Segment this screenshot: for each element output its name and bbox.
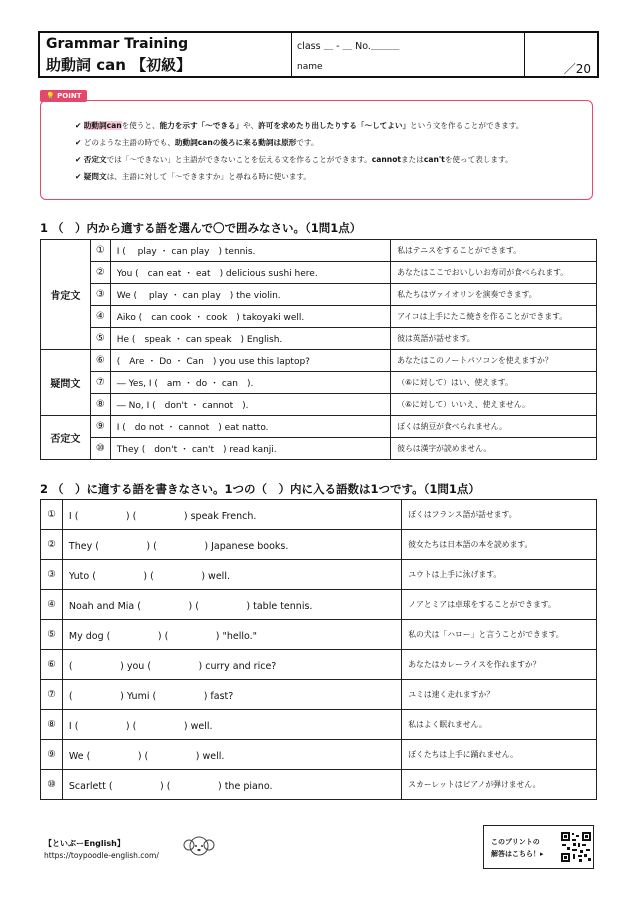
table-row (41, 590, 597, 620)
title-english: Grammar Training (46, 36, 189, 52)
question-number: ⑥ (41, 650, 63, 680)
question-japanese: ぼくは納豆が食べられません。 (391, 416, 597, 438)
class-number-field[interactable]: class ＿ - ＿ No.＿＿＿ (297, 41, 400, 52)
question-english[interactable]: ( Are ・ Do ・ Can ) you use this laptop? (110, 350, 390, 372)
table-row (41, 350, 597, 372)
point-text: または (401, 155, 424, 164)
title-japanese: 助動詞 can 【初級】 (46, 56, 192, 74)
question-japanese: ユミは速く走れますか？ (402, 680, 597, 710)
question-japanese: 私の犬は「ハロー」と言うことができます。 (402, 620, 597, 650)
question-number: ⑦ (41, 680, 63, 710)
point-text: 助動詞canの後ろに来る動詞は原形 (174, 138, 297, 147)
point-text: を使うと、 (121, 121, 160, 130)
table-row (41, 240, 597, 262)
question-english[interactable]: We ( play ・ can play ) the violin. (110, 284, 390, 306)
question-number: ⑧ (90, 394, 110, 416)
point-text: です。 (296, 138, 319, 147)
question-english[interactable]: I ( ) ( ) well. (62, 710, 401, 740)
question-english[interactable]: My dog ( ) ( ) "hello." (62, 620, 401, 650)
question-number: ⑨ (90, 416, 110, 438)
question-number: ② (41, 530, 63, 560)
table-row (41, 284, 597, 306)
lightbulb-icon: 💡 (46, 92, 55, 100)
table-row (41, 500, 597, 530)
question-number: ① (41, 500, 63, 530)
question-number: ① (90, 240, 110, 262)
question-english[interactable]: They ( don't ・ can't ) read kanji. (110, 438, 390, 460)
brand-name: 【といぷーEnglish】 (44, 839, 125, 848)
point-box (40, 100, 593, 200)
brand-url-link[interactable]: https://toypoodle-english.com/ (44, 851, 159, 860)
question-number: ⑧ (41, 710, 63, 740)
section2-table (40, 499, 597, 800)
question-number: ⑤ (90, 328, 110, 350)
question-number: ⑤ (41, 620, 63, 650)
table-row (41, 710, 597, 740)
question-japanese: あなたはカレーライスを作れますか？ (402, 650, 597, 680)
question-number: ③ (90, 284, 110, 306)
question-english[interactable]: ― No, I ( don't ・ cannot ). (110, 394, 390, 416)
question-japanese: ユウトは上手に泳げます。 (402, 560, 597, 590)
qr-code-icon[interactable] (560, 831, 592, 863)
question-english[interactable]: ― Yes, I ( am ・ do ・ can ). (110, 372, 390, 394)
question-number: ⑥ (90, 350, 110, 372)
table-row (41, 438, 597, 460)
question-english[interactable]: I ( play ・ can play ) tennis. (110, 240, 390, 262)
question-english[interactable]: Scarlett ( ) ( ) the piano. (62, 770, 401, 800)
answer-link-box[interactable] (483, 825, 594, 869)
question-english[interactable]: I ( ) ( ) speak French. (62, 500, 401, 530)
question-japanese: 彼女たちは日本語の本を読めます。 (402, 530, 597, 560)
group-negative: 否定文 (41, 416, 91, 460)
question-japanese: アイコは上手にたこ焼きを作ることができます。 (391, 306, 597, 328)
table-row (41, 620, 597, 650)
question-number: ⑩ (90, 438, 110, 460)
point-text: 能力を示す「〜できる」 (159, 121, 244, 130)
point-text: どのような主語の時でも、 (83, 138, 175, 147)
question-number: ⑦ (90, 372, 110, 394)
name-field[interactable]: name (297, 62, 323, 72)
table-row (41, 650, 597, 680)
check-icon: ✔ (75, 138, 82, 147)
table-row (41, 560, 597, 590)
question-number: ⑩ (41, 770, 63, 800)
question-english[interactable]: You ( can eat ・ eat ) delicious sushi here. (110, 262, 390, 284)
question-japanese: 彼は英語が話せます。 (391, 328, 597, 350)
question-number: ④ (90, 306, 110, 328)
question-english[interactable]: Yuto ( ) ( ) well. (62, 560, 401, 590)
point-tag-label: POINT (57, 92, 82, 100)
table-row (41, 680, 597, 710)
group-affirmative: 肯定文 (41, 240, 91, 350)
point-text: cannot (371, 155, 402, 164)
point-line-2 (75, 137, 318, 148)
poodle-icon (180, 832, 218, 862)
point-text: 疑問文 (83, 172, 107, 181)
answer-text-1: このプリントの (491, 838, 540, 846)
question-japanese: スカーレットはピアノが弾けません。 (402, 770, 597, 800)
point-line-1 (75, 120, 523, 131)
question-japanese: （⑥に対して）はい、使えます。 (391, 372, 597, 394)
section1-heading: 1 （ ）内から適する語を選んで〇で囲みなさい。（1問1点） (40, 221, 362, 235)
question-japanese: 彼らは漢字が読めません。 (391, 438, 597, 460)
table-row (41, 372, 597, 394)
table-row (41, 416, 597, 438)
question-english[interactable]: He ( speak ・ can speak ) English. (110, 328, 390, 350)
question-english[interactable]: ( ) Yumi ( ) fast? (62, 680, 401, 710)
table-row (41, 530, 597, 560)
point-text: では「〜できない」と主語ができないことを伝える文を作ることができます。 (106, 155, 372, 164)
question-japanese: 私たちはヴァイオリンを演奏できます。 (391, 284, 597, 306)
point-line-3 (75, 154, 513, 165)
question-english[interactable]: They ( ) ( ) Japanese books. (62, 530, 401, 560)
table-row (41, 740, 597, 770)
question-japanese: ぼくたちは上手に踊れません。 (402, 740, 597, 770)
question-japanese: （⑥に対して）いいえ、使えません。 (391, 394, 597, 416)
table-row (41, 306, 597, 328)
table-row (41, 770, 597, 800)
question-number: ⑨ (41, 740, 63, 770)
point-text: 否定文 (83, 155, 107, 164)
point-text: 助動詞can (83, 121, 122, 130)
point-text: can't (423, 155, 445, 164)
title-cell (40, 33, 292, 76)
table-row (41, 262, 597, 284)
score-field: ／20 (563, 62, 591, 76)
check-icon: ✔ (75, 155, 82, 164)
answer-text-2: 解答はこちら！▸ (491, 850, 544, 858)
section1-table (40, 239, 597, 460)
question-english[interactable]: We ( ) ( ) well. (62, 740, 401, 770)
question-english[interactable]: I ( do not ・ cannot ) eat natto. (110, 416, 390, 438)
question-number: ③ (41, 560, 63, 590)
worksheet-header (38, 31, 599, 78)
check-icon: ✔ (75, 121, 82, 130)
question-english[interactable]: ( ) you ( ) curry and rice? (62, 650, 401, 680)
question-number: ② (90, 262, 110, 284)
question-japanese: あなたはここでおいしいお寿司が食べられます。 (391, 262, 597, 284)
check-icon: ✔ (75, 172, 82, 181)
table-row (41, 328, 597, 350)
student-info-cell (291, 33, 525, 76)
group-question: 疑問文 (41, 350, 91, 416)
question-japanese: 私はテニスをすることができます。 (391, 240, 597, 262)
question-japanese: ノアとミアは卓球をすることができます。 (402, 590, 597, 620)
question-english[interactable]: Noah and Mia ( ) ( ) table tennis. (62, 590, 401, 620)
point-line-4 (75, 171, 311, 182)
point-text: を使って表します。 (444, 155, 513, 164)
point-text: という文を作ることができます。 (410, 121, 524, 130)
question-japanese: あなたはこのノートパソコンを使えますか？ (391, 350, 597, 372)
table-row (41, 394, 597, 416)
point-text: は、主語に対して「〜できますか」と尋ねる時に使います。 (106, 172, 311, 181)
question-number: ④ (41, 590, 63, 620)
point-text: 許可を求めたり出したりする「〜してよい」 (258, 121, 411, 130)
question-japanese: 私はよく眠れません。 (402, 710, 597, 740)
question-japanese: ぼくはフランス語が話せます。 (402, 500, 597, 530)
question-english[interactable]: Aiko ( can cook ・ cook ) takoyaki well. (110, 306, 390, 328)
section2-heading: 2 （ ）に適する語を書きなさい。1つの（ ）内に入る語数は1つです。（1問1点） (40, 482, 480, 496)
point-text: や、 (243, 121, 259, 130)
